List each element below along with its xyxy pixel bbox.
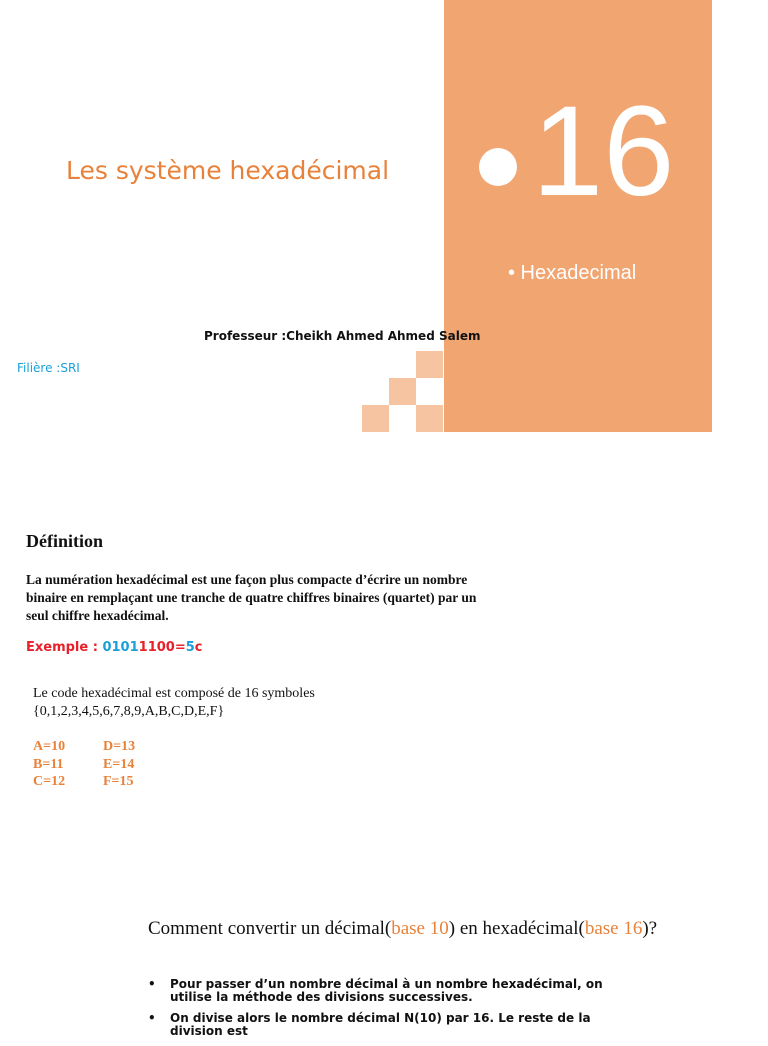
bullet-dot-icon [479, 148, 517, 186]
definition-heading: Définition [26, 531, 104, 551]
question-base-16: base 16 [584, 918, 643, 939]
bullet-icon: • [148, 1011, 156, 1025]
example-label: Exemple : [26, 640, 103, 655]
definition-paragraph: La numération hexadécimal est une façon plus compacte d’écrire un nombre binaire en remplaçant une tranche de quatre chiffres binaires (quartet) par un seul chiffre hexadécimal. [26, 572, 477, 623]
mapping-column-2 [103, 738, 135, 791]
example-equals: = [174, 640, 186, 655]
slide-title: Les système hexadécimal [66, 156, 390, 185]
example-hex-high: 5 [185, 640, 195, 655]
code-description [33, 685, 315, 721]
list-item [148, 1012, 628, 1038]
list-item [148, 978, 628, 1004]
bullet-list [148, 978, 628, 1046]
deco-square [362, 405, 389, 432]
deco-square [416, 405, 443, 432]
question-base-10: base 10 [391, 918, 449, 939]
example-bits-high: 0101 [102, 640, 139, 655]
question-text: Comment convertir un décimal( [148, 918, 392, 939]
example-hex-low: c [194, 640, 203, 655]
code-line-1: Le code hexadécimal est composé de 16 symboles [33, 686, 315, 701]
example-line [26, 640, 203, 655]
question-text: )? [642, 918, 658, 939]
mapping-item: B=11 [33, 756, 64, 772]
mapping-item: F=15 [103, 774, 134, 789]
example-bits-low: 1100 [138, 640, 175, 655]
bullet-text: Pour passer d’un nombre décimal à un nombre hexadécimal, on utilise la méthode des divisions successives. [170, 977, 603, 1004]
mapping-item: D=13 [103, 739, 136, 754]
mapping-item: C=12 [33, 774, 66, 789]
bullet-icon: • [148, 977, 156, 991]
deco-square [389, 378, 416, 405]
big-number: 16 [532, 80, 675, 223]
conversion-question [148, 918, 657, 940]
bullet-text: On divise alors le nombre décimal N(10) par 16. Le reste de la division est [170, 1011, 591, 1038]
mapping-item: A=10 [33, 739, 66, 754]
filiere-label: Filière :SRI [17, 361, 80, 375]
deco-square [416, 351, 443, 378]
panel-subtitle: • Hexadecimal [508, 262, 637, 284]
mapping-column-1 [33, 738, 65, 791]
professor-name: Professeur :Cheikh Ahmed Ahmed Salem [204, 329, 481, 343]
mapping-item: E=14 [103, 756, 135, 772]
code-line-2: {0,1,2,3,4,5,6,7,8,9,A,B,C,D,E,F} [33, 704, 225, 719]
question-text: ) en hexadécimal( [448, 918, 585, 939]
